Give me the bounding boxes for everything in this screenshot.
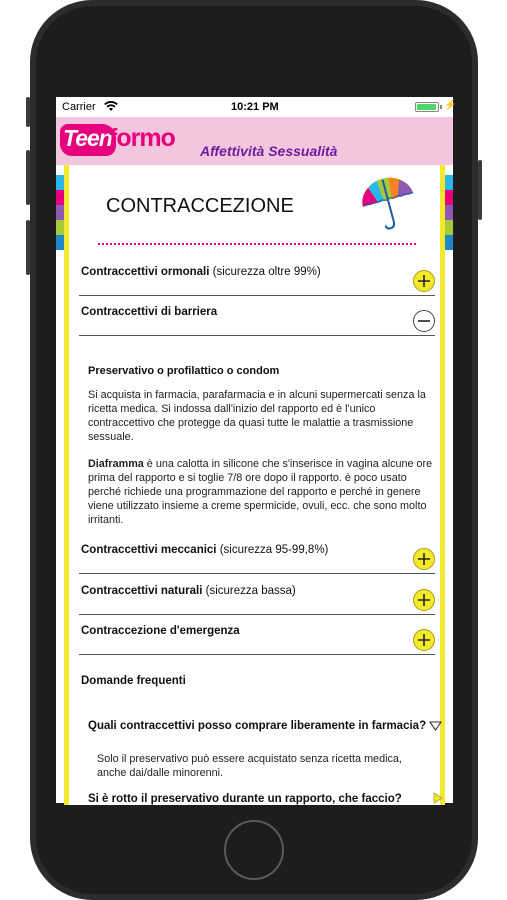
page-title: CONTRACCEZIONE [106,195,294,217]
chevron-down-icon[interactable] [429,720,442,732]
mute-switch [26,97,30,127]
volume-up-button [26,150,30,205]
clock-time: 10:21 PM [231,101,279,113]
logo-teen-text: Teen [60,124,116,156]
content-frame [64,165,445,805]
faq-question[interactable]: Si è rotto il preservativo durante un rapporto, che faccio? [88,793,402,805]
power-button [478,160,482,220]
app-screen [56,97,457,805]
app-header [56,117,453,165]
plus-icon[interactable] [413,270,435,292]
accordion-ormonali[interactable] [79,258,435,296]
barrier-detail-heading: Preservativo o profilattico o condom [88,365,280,377]
volume-down-button [26,220,30,275]
carrier-label: Carrier [62,101,96,113]
plus-icon[interactable] [413,629,435,651]
plus-icon[interactable] [413,548,435,570]
battery-cap [440,105,442,109]
accordion-label: Contraccettivi di barriera [81,306,218,318]
umbrella-icon [358,170,418,232]
teenformo-logo[interactable] [60,121,175,159]
accordion-label: Contraccettivi ormonali (sicurezza oltre 99%) [81,266,321,278]
faq-question[interactable]: Quali contraccettivi posso comprare liberamente in farmacia? [88,720,427,732]
accordion-naturali[interactable] [79,577,435,615]
barrier-detail-paragraph-1: Si acquista in farmacia, parafarmacia e in alcuni supermercati senza la ricetta medica. Si indossa dall'inizio del rapporto ed è l'unico contraccettivo che protegge da quasi tutte le malattie a trasmissione sessuale. [88,389,426,443]
accordion-label: Contraccezione d'emergenza [81,625,240,637]
charging-bolt-icon: ⚡ [444,100,457,111]
chevron-right-icon[interactable] [433,792,443,804]
battery-icon [415,102,439,112]
accordion-barriera[interactable] [79,298,435,336]
faq-answer: Solo il preservativo può essere acquistato senza ricetta medica, anche dai/dalle minorenni. [97,753,402,779]
header-subtitle: Affettività Sessualità [200,143,338,159]
wifi-icon [104,101,118,112]
plus-icon[interactable] [413,589,435,611]
logo-formo-text: formo [109,124,175,152]
accordion-label: Contraccettivi naturali (sicurezza bassa) [81,585,296,597]
title-divider [98,243,416,245]
accordion-meccanici[interactable] [79,536,435,574]
home-button[interactable] [224,820,284,880]
accordion-label: Contraccettivi meccanici (sicurezza 95-99,8%) [81,544,329,556]
status-bar [56,97,457,117]
accordion-emergenza[interactable] [79,617,435,655]
minus-icon[interactable] [413,310,435,332]
scroll-content[interactable] [69,165,440,805]
faq-header: Domande frequenti [81,675,186,687]
barrier-detail-paragraph-2: Diaframma è una calotta in silicone che s'inserisce in vagina alcune ore prima del rapporto e si toglie 7/8 ore dopo il rapporto. è poco usato perché richiede una programmazione del rapporto e perché in genere viene utilizzato insieme a creme spermicide, ovuli, ecc. che sono molto irritanti. [88,458,433,526]
